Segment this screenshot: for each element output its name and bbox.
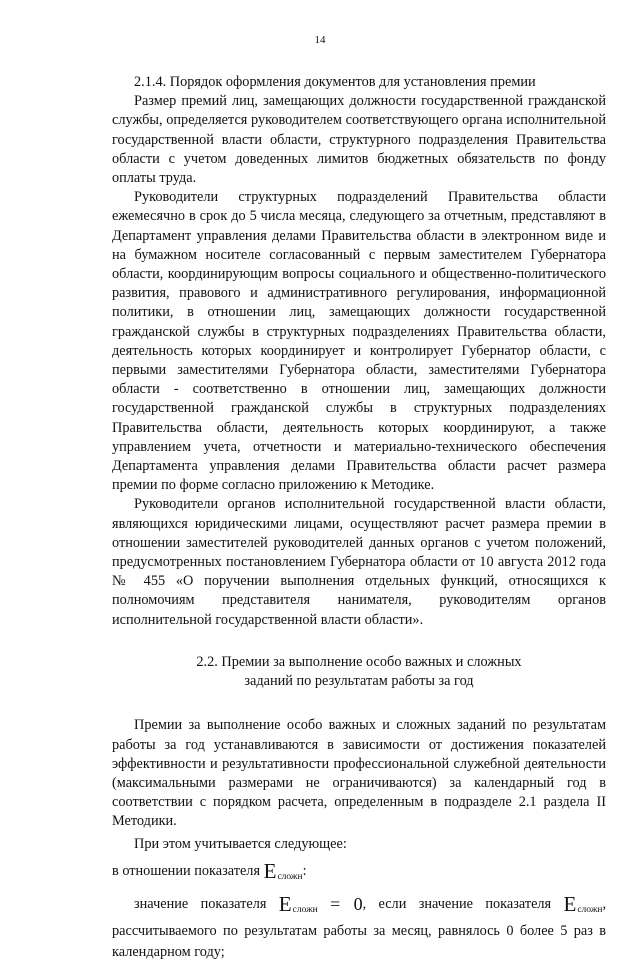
document-body [112, 73, 606, 963]
indicator-prefix: в отношении показателя [112, 862, 261, 879]
indicator-line [112, 860, 606, 888]
value-prefix: значение показателя [134, 895, 267, 912]
section-2-2-title-line1: 2.2. Премии за выполнение особо важных и сложных [196, 653, 522, 670]
page-number: 14 [314, 34, 326, 46]
value-middle: , если значение показателя [362, 895, 552, 912]
indicator-suffix: : [302, 862, 307, 879]
paragraph-executive-heads: Руководители органов исполнительной государственной власти области, являющихся юридическими лицами, осуществляют расчет размера премии в отношении заместителей руководителей данных органов с учетом положений, предусмотренных постановлением Губернатора области от 10 августа 2012 года № 455 «О поручении выполнения отдельных функций, относящихся к полномочиям представителя нанимателя, руководителям органов исполнительной государственной власти области». [112, 496, 606, 628]
indicator-subscript: сложн [277, 871, 303, 882]
value-symbol: E [278, 891, 292, 916]
paragraph-structural-heads: Руководители структурных подразделений Правительства области ежемесячно в срок до 5 числа месяца, следующего за отчетным, представляют в Департамент управления делами Правительства области в электронном виде и на бумажном носителе согласованный с первым заместителем Губернатора области, координирующим вопросы социального и общественно-политического развития, правового и административного регулирования, информационной политики, в отношении лиц, замещающих должности государственной гражданской службы в структурных подразделениях Правительства области, деятельность которых координирует и контролирует Губернатор области, с первыми заместителями Губернатора области, заместителями Губернатора области - соответственно в отношении лиц, замещающих должности государственной гражданской службы в структурных подразделениях Правительства области, деятельность которых координируют, а также управлением учета, отчетности и материально-технического обеспечения Департамента управления делами Правительства области расчет размера премии по форме согласно приложению к Методике. [112, 189, 606, 494]
section-2-2-title [112, 653, 606, 691]
equals-zero: = 0 [330, 893, 363, 914]
section-2-1-4-heading: 2.1.4. Порядок оформления документов для установления премии [134, 74, 536, 90]
paragraph-premium-size: Размер премий лиц, замещающих должности государственной гражданской службы, определяется руководителем соответствующего органа исполнительной государственной власти области, структурного подразделения Правительства области с учетом доведенных лимитов бюджетных обязательств по фонду оплаты труда. [112, 93, 606, 187]
value-symbol-2: E [563, 891, 577, 916]
indicator-symbol: E [263, 858, 277, 883]
paragraph-considered: При этом учитывается следующее: [134, 835, 347, 852]
value-tail: , рассчитываемого по результатам работы за месяц, равнялось 0 более 5 раз в календарном году; [112, 895, 607, 960]
paragraph-indicator-value [112, 891, 607, 963]
value-subscript-2: сложн [577, 904, 603, 915]
paragraph-annual-premiums: Премии за выполнение особо важных и сложных заданий по результатам работы за год устанавливаются в зависимости от достижения показателей эффективности и результативности профессиональной служебной деятельности (максимальными размерами не ограничиваются) за календарный год в соответствии с порядком расчета, определенным в подразделе 2.1 раздела II Методики. [112, 717, 606, 830]
value-subscript: сложн [292, 904, 318, 915]
section-2-2-title-line2: заданий по результатам работы за год [244, 673, 474, 690]
